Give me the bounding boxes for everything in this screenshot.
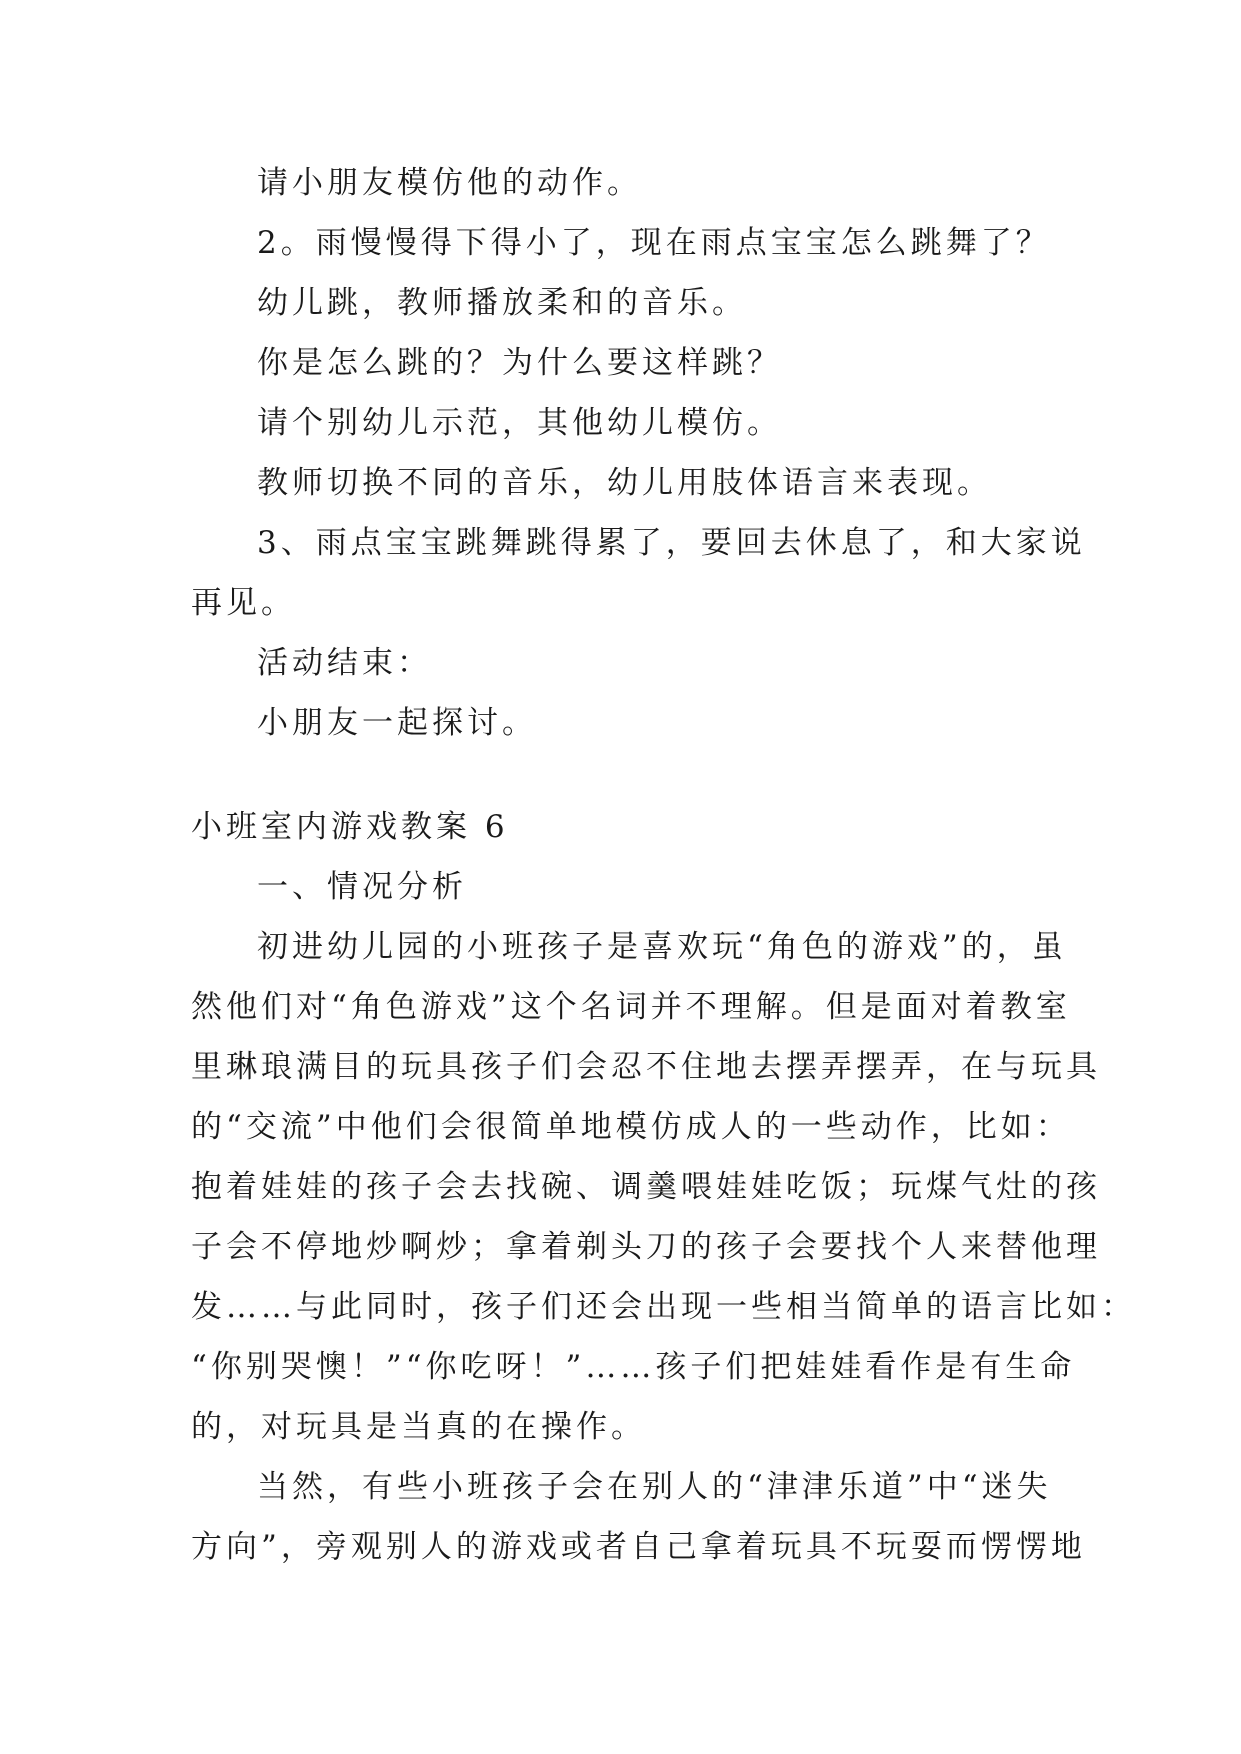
paragraph: 你是怎么跳的？为什么要这样跳？ bbox=[257, 345, 782, 381]
paragraph: 2。雨慢慢得下得小了，现在雨点宝宝怎么跳舞了？ bbox=[257, 225, 1051, 261]
paragraph-line: 的，对玩具是当真的在操作。 bbox=[191, 1409, 646, 1445]
paragraph-line: 方向”，旁观别人的游戏或者自己拿着玩具不玩耍而愣愣地 bbox=[191, 1529, 1086, 1565]
paragraph-line: 子会不停地炒啊炒；拿着剃头刀的孩子会要找个人来替他理 bbox=[191, 1229, 1101, 1265]
paragraph-line: 当然，有些小班孩子会在别人的“津津乐道”中“迷失 bbox=[257, 1469, 1052, 1505]
paragraph-line: “你别哭懊！”“你吃呀！”……孩子们把娃娃看作是有生命 bbox=[191, 1349, 1076, 1385]
paragraph: 请个别幼儿示范，其他幼儿模仿。 bbox=[257, 405, 782, 441]
paragraph-line: 初进幼儿园的小班孩子是喜欢玩“角色的游戏”的，虽 bbox=[257, 929, 1067, 965]
paragraph: 活动结束： bbox=[257, 645, 432, 681]
paragraph-line: 里琳琅满目的玩具孩子们会忍不住地去摆弄摆弄，在与玩具 bbox=[191, 1049, 1101, 1085]
paragraph: 请小朋友模仿他的动作。 bbox=[257, 165, 642, 201]
paragraph-line: 抱着娃娃的孩子会去找碗、调羹喂娃娃吃饭；玩煤气灶的孩 bbox=[191, 1169, 1101, 1205]
paragraph-line: 3、雨点宝宝跳舞跳得累了，要回去休息了，和大家说 bbox=[257, 525, 1086, 561]
paragraph-line: 再见。 bbox=[191, 585, 296, 621]
paragraph: 幼儿跳，教师播放柔和的音乐。 bbox=[257, 285, 747, 321]
paragraph: 小朋友一起探讨。 bbox=[257, 705, 537, 741]
paragraph: 教师切换不同的音乐，幼儿用肢体语言来表现。 bbox=[257, 465, 992, 501]
section-title: 小班室内游戏教案 6 bbox=[191, 809, 509, 845]
paragraph-line: 的“交流”中他们会很简单地模仿成人的一些动作，比如： bbox=[191, 1109, 1071, 1145]
paragraph-line: 然他们对“角色游戏”这个名词并不理解。但是面对着教室 bbox=[191, 989, 1071, 1025]
paragraph-line: 发……与此同时，孩子们还会出现一些相当简单的语言比如： bbox=[191, 1289, 1136, 1325]
subheading: 一、情况分析 bbox=[257, 869, 467, 905]
